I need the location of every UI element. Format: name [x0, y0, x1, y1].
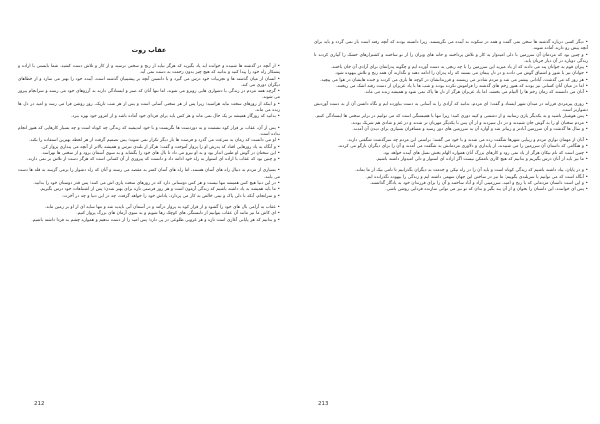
paragraph: • اما در میان آنان کسانی نیز بودند که هنوز زخم های گذشته را فراموش نکرده بودند و شب ها با یاد عزیزان از دست رفته اشک می ریختند.	[335, 84, 588, 90]
paragraph: • بدانید که روزگار همیشه بر یک حال نمی ماند و هر کس باید برای فردای خود آماده باشد و از امروز خود بهره ببرد.	[70, 114, 280, 120]
paragraph: • روزی پیرمردی فرزانه در میدان شهر ایستاد و گفت: ای مردم، بدانید که آزادی را به آسانی به دست نیاورده ایم و نگاه داشتن آن از به دست آوردنش دشوارتر است.	[314, 101, 588, 113]
chapter-title: عقاب روت	[131, 46, 167, 54]
paragraph: • او می دانست که زمان به سرعت می گذرد و فرصت ها بار دیگر تکرار نمی شوند؛ پس تصمیم گرفت از هر لحظه بهترین استفاده را بکند.	[29, 138, 280, 144]
paragraph: • و این است داستان مردمانی که با رنج و امید، سرزمینی آزاد و آباد ساختند و آن را برای فرزندان خود به یادگار گذاشتند.	[369, 180, 588, 186]
page-number: 212	[34, 401, 45, 407]
paragraph: • از آنچه در گذشته ها شنیده و خوانده اید یاد بگیرید که هرگز نباید از رنج و سختی ترسید و از کار و تلاش دست کشید. شما بایستی با اراده و پشتکار راه خود را پیدا کنید و بدانید که هیچ چیز بدون زحمت به دست نمی آید.	[18, 64, 280, 76]
paragraph: • و در پایان، بیاد داشته باشیم که زندگی کوتاه است و باید آن را در راه نیکی و خدمت به دیگران بگذرانیم تا نامی نیک از ما بماند.	[355, 168, 588, 174]
paragraph: • و سرانجام، آنکه با دلی پاک و نیتی خالص به کار می پردازد، پاداش خود را خواهد گرفت، چه در این دنیا و چه در آخرت.	[62, 193, 280, 199]
paragraph: • پس ای خواننده، این داستان را بخوان و از آن پند بگیر و بدان که تو نیز می توانی سازنده فردایی روشن باشی.	[385, 187, 588, 193]
paragraph: • و آنگاه به یاد روزهایی افتاد که پدرش او را پرواز آموخت و گفت: هرگز از بلندی نترس و همیشه بالاتر از آنچه می پنداری پرواز کن.	[41, 144, 280, 150]
paragraph: • عقاب به آرامی بال های خود را گشود و از فراز کوه به پرواز درآمد و در آسمان آبی ناپدید شد و تنها سایه ای از او بر زمین ماند.	[44, 204, 280, 210]
paragraph: • آنگاه است که می توانیم با سربلندی بگوییم: ما نیز در ساختن این جهان سهمی داشته ایم و زندگی را بیهوده نگذرانده ایم.	[365, 174, 588, 180]
paragraph: • جوانان نیز با شور و اشتیاق گوش می دادند و در دل پیمان می بستند که راه پدران را ادامه دهند و نگذارند آن همه رنج و تلاش بیهوده شود.	[334, 71, 588, 77]
paragraph: • گرچه همه مردم در زندگی با دشواری هایی روبرو می شوند، اما تنها آنان که صبر و ایستادگی دارند به آرزوهای خود می رسند و سرانجام پیروز می شوند.	[18, 89, 280, 101]
paragraph: • و بدانیم که هر پایانی آغازی است تازه و هر غروبی طلوعی در پی دارد؛ پس امید را از دست ندهیم و همواره چشم به فردا داشته باشیم.	[31, 217, 280, 223]
right-page	[300, 0, 600, 424]
paragraph: • آنان می دانستند که زمان زخم ها را التیام می بخشد، اما یاد عزیزان هرگز از دل ها پاک نمی شود و همیشه زنده می ماند.	[364, 90, 588, 96]
paragraph: • بسیاری از مردم به دنبال راه های آسان هستند، اما راه های آسان کمتر به مقصد می رسند و آنان که راه دشوار را برمی گزینند به قله ها دست می یابند.	[18, 168, 280, 180]
page-number: 213	[318, 401, 329, 407]
paragraph: • دیگر کسی درباره گذشته ها سخن نمی گفت و همه در سکوت به آینده می نگریستند. زیرا دانسته بودند که آنچه رفته است باز نمی گردد و باید برای آنچه پیش رو دارند آماده شوند.	[314, 40, 588, 52]
paragraph: • و چنین بود که عقاب با اراده ای استوار به راه خود ادامه داد و دانست که پیروزی از آن کسانی است که هرگز دست از تلاش بر نمی دارند.	[27, 157, 280, 163]
right-page-body	[314, 40, 588, 194]
paragraph: • و سال ها گذشت و آن سرزمین آبادتر و زیباتر شد و آوازه آن به سرزمین های دور رسید و مسافران بسیاری برای دیدن آن آمدند.	[352, 126, 588, 132]
paragraph: • مردم سخنان او را به گوش جان شنیدند و در دل سپردند و از آن پس با یکدیگر مهربان تر شدند و در غم و شادی هم شریک بودند.	[350, 120, 588, 126]
paragraph: • و اینکه از روزهای سخت نباید هراسید؛ زیرا پس از هر سختی آسانی است و پس از هر شب تاریک، روز روشن فرا می رسد و امید در دل ها زنده می ماند.	[18, 101, 280, 114]
paragraph: • و چنین بود که مردمان آن سرزمین با دلی امیدوار به کار و تلاش پرداختند و خانه های ویران را از نو ساختند و کشتزارهای خشک را آبیاری کردند تا زندگی دوباره در آن دیار جریان یابد.	[314, 52, 588, 64]
paragraph: • در این دنیا هیچ کس همیشه تنها نیست و هر کس دوستانی دارد که در روزهای سخت یاری اش می کنند؛ پس قدر دوستان خود را بدانید.	[33, 181, 280, 187]
left-page-body	[18, 64, 280, 224]
paragraph: • انسان از میان گذشته ها و تجربیات خود درس می گیرد و با دانستن آنچه بر پیشینیان گذشته است، آینده خود را بهتر می سازد و از خطاهای دیگران دوری می کند.	[18, 76, 280, 88]
paragraph: • چنین است که نام نیکان هرگز از یاد نمی رود و کارهای بزرگ آنان همواره الهام بخش نسل های آینده خواهد بود.	[382, 150, 588, 156]
paragraph: • و هنگامی که داستان آن سرزمین را می شنیدند، از پایداری و دلاوری مردمانش به شگفت می آمدند و آن را برای دیگران بازگو می کردند.	[337, 144, 588, 150]
paragraph: • آنان از مهمان نوازی مردم و زیبایی شهرها شگفت زده می شدند و با خود می گفتند: براستی این مردم چه سرگذشت شگفتی دارند.	[347, 138, 588, 144]
paragraph: • ای کاش ما نیز مانند آن عقاب بتوانیم از دلبستگی های کوچک رها شویم و به سوی آرمان های بزرگ پرواز کنیم.	[76, 211, 280, 217]
paragraph: • هر روز که می گذشت، آبادانی بیشتر می شد و مردم شادتر می زیستند و فرزندانشان در کوچه ها بازی می کردند و خنده هایشان در هوا می پیچید.	[320, 77, 588, 83]
paragraph: • پس از آن، عقاب بر فراز کوه نشست و به دوردست ها نگریست و با خود اندیشید که زندگی چه کوتاه است و چه بسیار کارهایی که هنوز انجام نداده است.	[18, 125, 280, 137]
paragraph: • پس هوشیار باشید و به یکدیگر یاری رسانید و از دشمنی و کینه دوری کنید؛ زیرا تنها با همبستگی است که می توانیم در برابر سختی ها ایستادگی کنیم.	[315, 114, 588, 120]
paragraph: • این سخنان در گوش او طنین انداز بود و به او نیرو می داد تا بال های خود را بگشاید و به سوی آسمان برود و از سختی ها نهراسد.	[41, 150, 280, 156]
paragraph: • ما نیز باید از آنان درس بگیریم و بدانیم که هیچ کاری ناممکن نیست اگر اراده ای استوار و دلی امیدوار داشته باشیم.	[375, 157, 588, 163]
paragraph: • پیران قوم به جوانان پند می دادند که از یاد مبرید این سرزمین را با چه رنجی به دست آورده ایم و چگونه پدرانمان برای آزادی آن جان باختند.	[330, 65, 588, 71]
paragraph: • ما باید همیشه به یاد داشته باشیم که زندگی آزمون است و هر روز فرصتی تازه برای بهتر شدن؛ پس از اشتباهات خود درس بگیریم.	[39, 187, 280, 193]
